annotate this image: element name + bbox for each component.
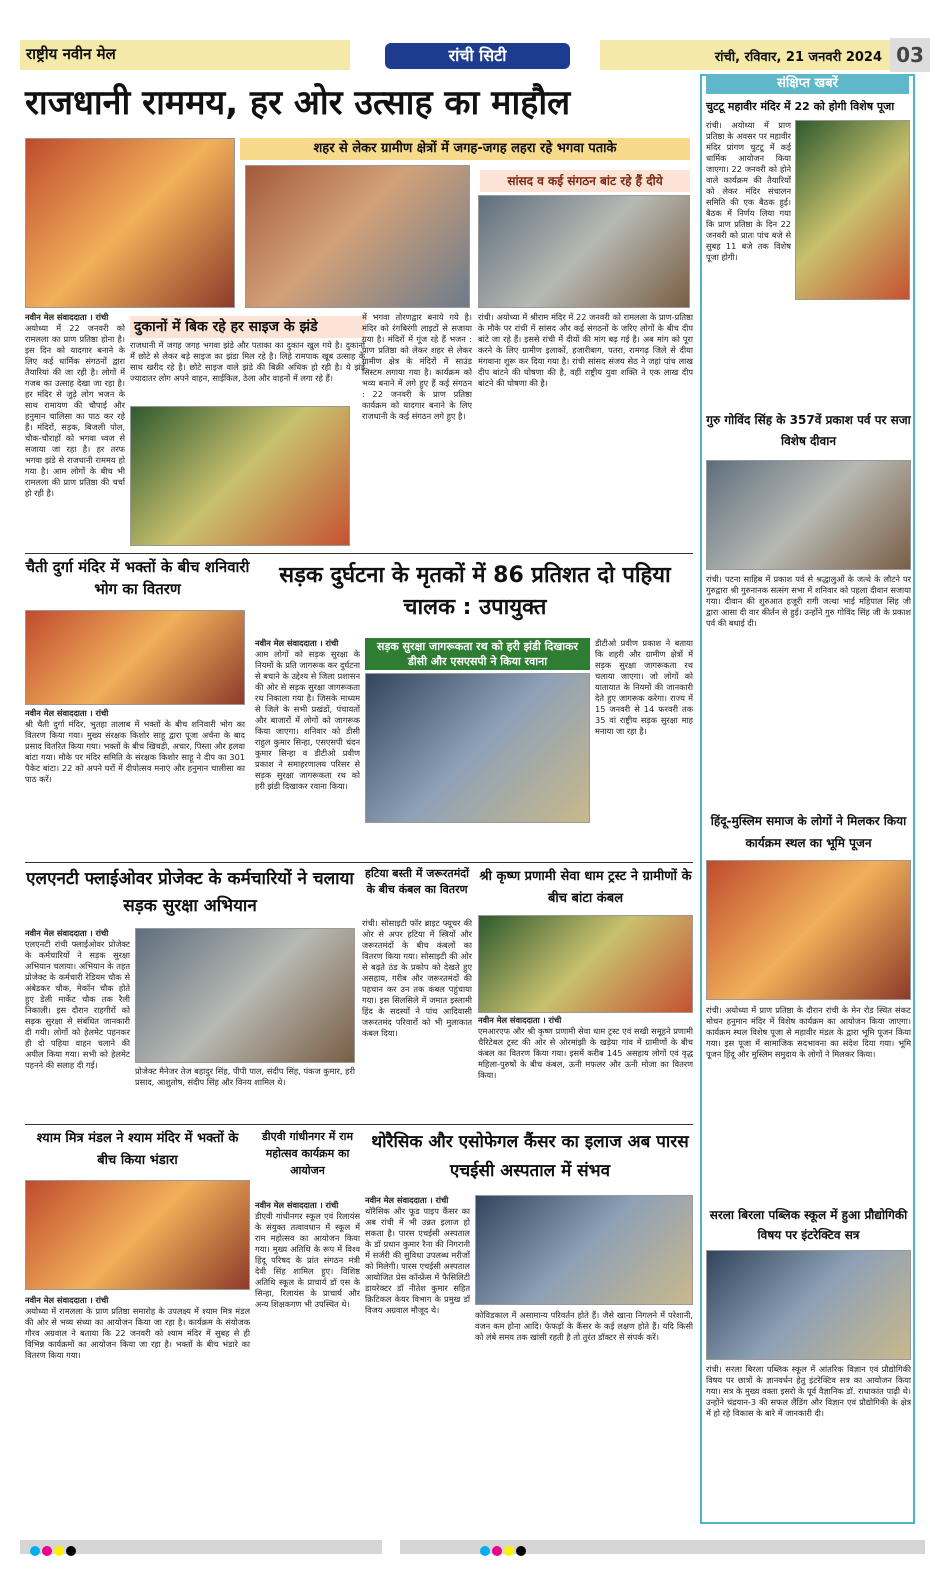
flag-shop-photo [130, 406, 350, 546]
lnt-body-text: एलएनटी रांची फ्लाईओवर प्रोजेक्ट के कर्मचारियों ने सड़क सुरक्षा अभियान चलाया। अभियान के तहत प्रोजेक्ट के कर्मचारी रेडियम चौक से अंबेडकर चौक, मेकॉन चौक होते हुए डेली मार्केट चौक तक रैली निकाली। इस दौरान राहगीरों को सड़क सुरक्षा से संबंधित जानकारी दी गयी। लोगों को हेलमेट पहनकर ही दो पहिया वाहन चलाने की अपील किया गया। सभी को हेलमेट पहनने की सलाह दी गई। [25, 939, 130, 1070]
sidebar-item4-photo [706, 1250, 911, 1360]
registration-marks-2 [480, 1541, 528, 1560]
accident-byline: नवीन मेल संवाददाता । रांची [255, 638, 339, 648]
diya-subhead: सांसद व कई संगठन बांट रहे हैं दीये [480, 170, 690, 192]
chaiti-body [25, 708, 245, 858]
sidebar-item1-photo [795, 120, 910, 300]
sidebar-item1-body: रांची। अयोध्या में प्राण प्रतिष्ठा के अवसर पर महावीर मंदिर प्रांगण चुटटू में कई धार्मिक आयोजन किया जाएगा। 22 जनवरी को होने वाले कार्यक्रम की तैयारियों को लेकर मंदिर संचालन समिति की एक बैठक हुई। बैठक में निर्णय लिया गया कि प्राण प्रतिष्ठा के दिन 22 जनवरी को प्रातः पांच बजे से सुबह 11 बजे तक विशेष पूजा होगी। [706, 120, 791, 262]
accident-body [255, 638, 360, 858]
hatia-headline: हटिया बस्ती में जरूरतमंदों के बीच कंबल का वितरण [365, 867, 469, 896]
diya-body: रांची। अयोध्या में श्रीराम मंदिर में 22 जनवरी को रामलला के प्राण-प्रतिष्ठा के मौके पर रांची में सांसद और कई संगठनों के जरिए लोगों के बीच दीप बांटे जा रहे हैं। इससे रांची में दीयों की मांग बढ़ गई है। अब मांग को पूरा करने के लिए ग्रामीण इलाकों, हजारीबाग, पतरा, रामगढ़ जिले से दीया मंगवाना शुरू कर दिया गया है। रांची सांसद संजय सेठ ने जहां पांच लाख दीप बांटने की घोषणा की है, वहीं राष्ट्रीय युवा शक्ति ने एक लाख दीप बांटने की घोषणा की है। [478, 312, 693, 388]
krishna-byline: नवीन मेल संवाददाता । रांची [478, 1015, 562, 1025]
shyam-byline: नवीन मेल संवाददाता । रांची [25, 1295, 109, 1305]
main-byline: नवीन मेल संवाददाता । रांची [25, 312, 109, 322]
accident-body2: डीटीओ प्रवीण प्रकाश ने बताया कि शहरी और ग्रामीण क्षेत्रों में सड़क सुरक्षा जागरूकता रथ चलाया जाएगा। जो लोगों को यातायात के नियमों की जानकारी देते हुए जागरूक करेगा। राज्य में 15 जनवरी से 14 फरवरी तक 35 वां राष्ट्रीय सड़क सुरक्षा माह मनाया जा रहा है। [595, 638, 693, 736]
main-story-body [25, 312, 125, 552]
shops-subhead: दुकानों में बिक रहे हर साइज के झंडे [130, 316, 365, 338]
accident-body-text: आम लोगों को सड़क सुरक्षा के नियमों के प्रति जागरूक कर दुर्घटना से बचाने के उद्देश्य से जिला प्रशासन की ओर से सड़क सुरक्षा जागरूकता रथ निकाला गया है। जिसके माध्यम से जिले के सभी प्रखंडों, पंचायतों और बाजारों में लोगों को जागरूक किया जाएगा। शनिवार को डीसी राहुल कुमार सिन्हा, एसएसपी चंदन कुमार सिन्हा व डीटीओ प्रवीण प्रकाश ने समाहरणालय परिसर से सड़क सुरक्षा जागरूकता रथ को हरी झंडी दिखाकर रवाना किया। [255, 649, 360, 791]
cancer-body [365, 1195, 470, 1520]
lnt-caption: प्रोजेक्ट मैनेजर तेज बहादुर सिंह, पीपी पाल, संदीप सिंह, पंकज कुमार, हरी प्रसाद, आशुतोष, संदीप सिंह और विनय शामिल थे। [135, 1066, 355, 1087]
sidebar-item4-body: रांची। सरला बिरला पब्लिक स्कूल में आंतरिक विज्ञान एवं प्रौद्योगिकी विषय पर छात्रों के ज्ञानवर्धन हेतु इंटरेक्टिव सत्र का आयोजन किया गया। सत्र के मुख्य वक्ता इसरो के पूर्व वैज्ञानिक डॉ. राधाकांत पाढ़ी थे। उन्होंने चंद्रयान-3 की सफल लैंडिंग और विज्ञान एवं प्रौद्योगिकी के क्षेत्र में हो रहे विकास के बारे में जानकारी दी। [706, 1364, 911, 1418]
main-photo-procession [25, 138, 235, 308]
shyam-body-text: अयोध्या में रामलला के प्राण प्रतिष्ठा समारोह के उपलक्ष्य में श्याम मित्र मंडल की ओर से भव्य संध्या का आयोजन किया जा रहा है। कार्यक्रम के संयोजक गौरव अग्रवाल ने बताया कि 22 जनवरी को श्याम मंदिर में सुबह से ही विभिन्न कार्यक्रमों का आयोजन किया जा रहा है। भक्तों के बीच भंडारे का वितरण किया गया। [25, 1306, 250, 1360]
cancer-byline: नवीन मेल संवाददाता । रांची [365, 1195, 449, 1205]
cancer-photo [475, 1195, 693, 1305]
accident-photo [365, 673, 590, 823]
sidebar-item4-headline: सरला बिरला पब्लिक स्कूल में हुआ प्रौद्योगिकी विषय पर इंटरेक्टिव सत्र [709, 1208, 908, 1242]
paper-name: राष्ट्रीय नवीन मेल [20, 40, 350, 70]
lnt-photo [135, 928, 355, 1063]
chaiti-body-text: श्री चैती दुर्गा मंदिर, भुतहा तालाब में भक्तों के बीच शनिवारी भोग का वितरण किया गया। मुख्य संरक्षक किशोर साहू द्वारा पूजा अर्चना के बाद प्रसाद वितरित किया गया। भक्तों के बीच खिचड़ी, अचार, पिस्ता और हलवा बांटा गया। मौके पर मंदिर समिति के संरक्षक किशोर साहू ने दीप का 301 पैकेट बांटा। 22 को अपने घरों में दीपोत्सव मनाएं और हनुमान चालीसा का पाठ करें। [25, 719, 245, 784]
sidebar-item3-headline: हिंदू-मुस्लिम समाज के लोगों ने मिलकर किया कार्यक्रम स्थल का भूमि पूजन [710, 814, 907, 850]
page-number: 03 [890, 38, 930, 72]
shyam-photo [25, 1180, 250, 1290]
sidebar-item2-headline: गुरु गोविंद सिंह के 357वें प्रकाश पर्व पर सजा विशेष दीवान [706, 413, 911, 448]
chaiti-headline: चैती दुर्गा मंदिर में भक्तों के बीच शनिवारी भोग का वितरण [25, 558, 250, 598]
lnt-headline: एलएनटी फ्लाईओवर प्रोजेक्ट के कर्मचारियों ने चलाया सड़क सुरक्षा अभियान [26, 869, 354, 916]
krishna-headline: श्री कृष्ण प्रणामी सेवा धाम ट्रस्ट ने ग्रामीणों के बीच बांटा कंबल [479, 869, 692, 906]
main-photo-gate [245, 165, 470, 308]
sidebar-title: संक्षिप्त खबरें [706, 74, 909, 94]
cancer-headline: थोरैसिक और एसोफेगल कैंसर का इलाज अब पारस एचईसी अस्पताल में संभव [371, 1132, 689, 1181]
dav-body [255, 1200, 360, 1520]
sidebar-item3-body: रांची। अयोध्या में प्राण प्रतिष्ठा के दौरान रांची के मेन रोड स्थित संकट मोचन हनुमान मंदिर में विशेष कार्यक्रम का आयोजन किया जाएगा। कार्यक्रम स्थल विशेष पूजा से महावीर मंडल के द्वारा भूमि पूजन किया गया। इस पूजा में सामाजिक सदभावना का संदेश दिया गया। भूमि पूजन हिंदू और मुस्लिम समुदाय के लोगों ने मिलकर किया। [706, 1005, 911, 1059]
sidebar-item3-photo [706, 860, 911, 1000]
temple-body: में भगवा तोरणद्वार बनाये गये है। मंदिर को रंगबिरंगी लाइटों से सजाया गया है। मंदिरों में गूंज रहे हैं भजन : प्राण प्रतिष्ठा को लेकर शहर से लेकर ग्रामीण क्षेत्र के मंदिरों में साउंड सिस्टम लगाया गया है। कार्यक्रम को भव्य बनाने में लगे हुए हैं कई संगठन : 22 जनवरी के प्राण प्रतिष्ठा कार्यक्रम को यादगार बनाने के लिए राजधानी के कई संगठन लगे हुए है। [362, 312, 472, 421]
main-headline: राजधानी राममय, हर ओर उत्साह का माहौल [25, 83, 571, 123]
main-subhead: शहर से लेकर ग्रामीण क्षेत्रों में जगह-जगह लहरा रहे भगवा पताके [240, 138, 690, 160]
shyam-headline: श्याम मित्र मंडल ने श्याम मंदिर में भक्तों के बीच किया भंडारा [36, 1131, 239, 1168]
date-line: रांची, रविवार, 21 जनवरी 2024 [600, 40, 890, 70]
cancer-body2: कोविडकाल में असामान्य परिवर्तन होते हैं। जैसे खाना निगलने में परेशानी, वजन कम होना आदि। फेफड़ों के कैंसर के कई लक्षण होते हैं। यदि किसी को लंबे समय तक खांसी रहती है तो तुरंत डॉक्टर से संपर्क करें। [475, 1310, 693, 1342]
dav-byline: नवीन मेल संवाददाता । रांची [255, 1200, 339, 1210]
sidebar-item2-body: रांची। पटना साहिब में प्रकाश पर्व से श्रद्धालुओं के जत्थे के लौटने पर गुरुद्वारा श्री गुरुनानक सत्संग सभा में शनिवार को पहला दीवान सजाया गया। दीवान की शुरुआत हजूरी रागी जत्था भाई महिपाल सिंह जी द्वारा आसा दी वार कीर्तन से हुई। उन्होंने गुरु गोविंद सिंह जी के प्रकाश पर्व की बधाई दी। [706, 574, 911, 628]
krishna-body-text: एमआरएफ और श्री कृष्ण प्रणामी सेवा धाम ट्रस्ट एवं सखी समूहने प्रणामी चैरिटेबल ट्रस्ट की ओर से ओरमांझी के खड़ेया गांव में ग्रामीणों के बीच कंबल का वितरण किया गया। इसमें करीब 145 असहाय लोगों एवं वृद्ध महिला-पुरुषों के बीच कंबल, ऊनी मफलर और ऊनी मोजा का वितरण किया। [478, 1026, 693, 1080]
chaiti-byline: नवीन मेल संवाददाता । रांची [25, 708, 109, 718]
krishna-photo [478, 915, 693, 1013]
dav-headline: डीएवी गांधीनगर में राम महोत्सव कार्यक्रम का आयोजन [261, 1130, 354, 1177]
hatia-body: रांची। सोसाइटी फॉर ब्राइट फ्यूचर की ओर से अपर हटिया में स्त्रियों और जरूरतमंदों के बीच कंबलों का वितरण किया गया। सोसाइटी की ओर से बढ़ते ठंड के प्रकोप को देखते हुए असहाय, गरीब और जरूरतमंदों की पहचान कर उन तक कंबल पहुंचाया गया। इस सिलसिले में जमात इस्लामी हिंद के सदस्यों ने पांच आदिवासी जरूरतमंद परिवारों को भी मुलाकात कंबल दिया। [362, 918, 472, 1038]
krishna-body [478, 1015, 693, 1120]
lnt-body [25, 928, 130, 1123]
main-body-text: अयोध्या में 22 जनवरी को रामलला का प्राण प्रतिष्ठा होना है। इस दिन को यादगार बनाने के लिए कई धार्मिक संगठनों द्वारा तैयारियां की जा रही है। लोगों में गजब का उत्साह देखा जा रहा है। हर मंदिर से जुड़े लोग भजन के साथ रामायण की चौपाई और हनुमान चालिसा का पाठ कर रहे हैं। मंदिरों, सड़क, बिजली पोल, चौक-चौराहों को भगवा ध्वज से सजाया जा रहा है। हर तरफ भगवा झंडे से राजधानी राममय हो गया है। आम लोगों के बीच भी रामलला की प्राण प्रतिष्ठा की चर्चा हो रही है। [25, 323, 125, 498]
shops-body: राजधानी में जगह जगह भगवा झंडे और पताका का दुकान खुल गये है। दुकानों में छोटे से लेकर बड़े साइज का झंडा मिल रहे है। लिहे रामपाक खूब उत्साह के साथ खरीद रहे है। छोटे साइज वाले झंडे की बिक्री अधिक हो रही है। ये झंडे ज्यादातर लोग अपने वाहन, साईकिल, ठेला और वाहनों में लगा रहे हैं। [130, 340, 365, 383]
footer-strip [20, 1540, 925, 1554]
accident-subhead: सड़क सुरक्षा जागरूकता रथ को हरी झंडी दिखाकर डीसी और एसएसपी ने किया रवाना [365, 638, 590, 670]
lnt-byline: नवीन मेल संवाददाता । रांची [25, 928, 109, 938]
chaiti-photo [25, 610, 245, 705]
diya-photo [478, 195, 690, 308]
registration-marks [30, 1541, 78, 1560]
dav-body-text: डीएवी गांधीनगर स्कूल एवं रिलायंस के संयुक्त तत्वावधान में स्कूल में राम महोत्सव का आयोजन किया गया। मुख्य अतिथि के रूप में विश्व हिंदू परिषद के प्रांत संगठन मंत्री देवी सिंह शामिल हुए। विशिष्ठ अतिथि स्कूल के प्राचार्य डॉ एस के सिन्हा, रिलायंस के प्राचार्य और अन्य शिक्षकगण भी उपस्थित थे। [255, 1211, 360, 1309]
sidebar-item2-photo [706, 460, 911, 570]
sidebar-item1-headline: चुटटू महावीर मंदिर में 22 को होगी विशेष पूजा [706, 100, 895, 113]
section-title: रांची सिटी [385, 43, 570, 69]
cancer-body-text: थोरैसिक और फूड पाइप कैंसर का अब रांची में भी उन्नत इलाज हो सकता है। पारस एचईसी अस्पताल के डॉ प्रधान कुमार रैना की निगरानी में सर्जरी की सुविधा उपलब्ध मरीजों को मिलेगी। पारस एचईसी अस्पताल आयोजित प्रेस कॉन्फ्रेंस में फैसिलिटी डायरेक्टर डॉ नीतेश कुमार सहित क्रिटिकल केयर विभाग के प्रमुख डॉ विजय अग्रवाल मौजूद थे। [365, 1206, 470, 1315]
accident-headline: सड़क दुर्घटना के मृतकों में 86 प्रतिशत दो पहिया चालक : उपायुक्त [279, 563, 671, 620]
shyam-body [25, 1295, 250, 1523]
